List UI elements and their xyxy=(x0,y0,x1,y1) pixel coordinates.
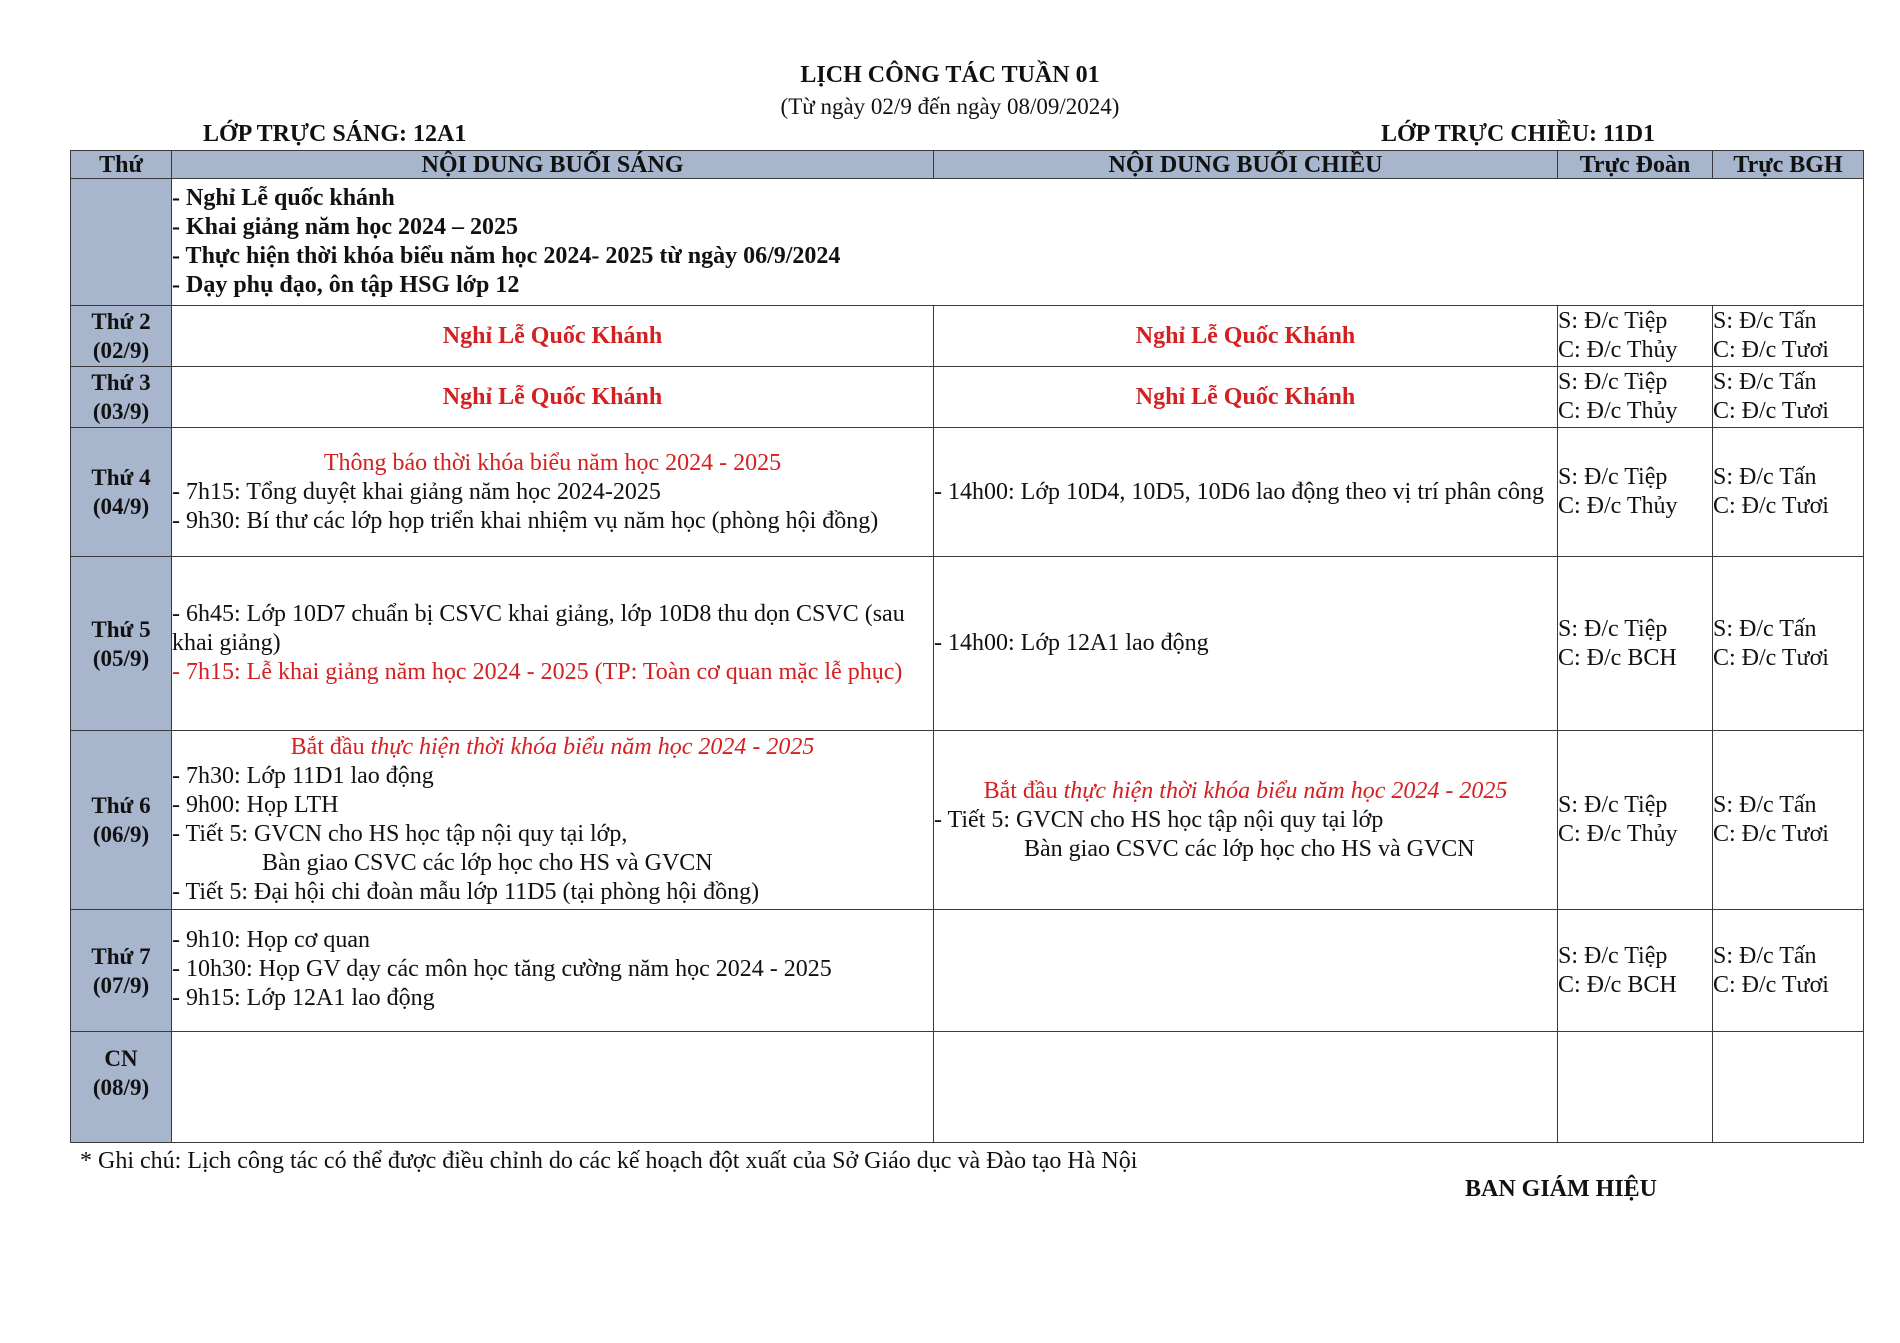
schedule-item: - 9h30: Bí thư các lớp họp triển khai nhiệm vụ năm học (phòng hội đồng) xyxy=(172,507,879,534)
schedule-item: - 7h30: Lớp 11D1 lao động xyxy=(172,763,434,789)
notice-prefix: Bắt đầu xyxy=(290,734,371,760)
bgh-duty-cell xyxy=(1713,428,1864,557)
bgh-duty-cell xyxy=(1713,731,1864,910)
day-cell xyxy=(71,1032,172,1143)
bgh-duty-cell xyxy=(1713,1032,1864,1143)
duty-morning: S: Đ/c Tấn xyxy=(1713,369,1817,395)
day-date: (08/9) xyxy=(92,1075,150,1100)
col-header-morning: NỘI DUNG BUỔI SÁNG xyxy=(172,151,934,179)
day-label: Thứ 7 xyxy=(91,943,151,969)
afternoon-cell xyxy=(934,557,1558,731)
bgh-duty-cell xyxy=(1713,557,1864,731)
footer-note: * Ghi chú: Lịch công tác có thể được điều chỉnh do các kế hoạch đột xuất của Sở Giáo dục và Đào tạo Hà Nội xyxy=(80,1148,1138,1174)
day-label: Thứ 2 xyxy=(91,309,151,334)
duty-morning: S: Đ/c Tấn xyxy=(1713,464,1817,490)
afternoon-cell: Nghỉ Lễ Quốc Khánh xyxy=(934,367,1558,428)
duty-afternoon: C: Đ/c Thủy xyxy=(1558,821,1678,847)
duty-morning: S: Đ/c Tấn xyxy=(1713,942,1817,969)
timetable-notice: Thông báo thời khóa biểu năm học 2024 - 2025 xyxy=(323,449,782,476)
week-notes-day-cell xyxy=(71,179,172,306)
schedule-item: - 9h15: Lớp 12A1 lao động xyxy=(172,985,435,1011)
day-cell xyxy=(71,557,172,731)
duty-afternoon: C: Đ/c Thủy xyxy=(1558,398,1678,424)
morning-cell xyxy=(172,1032,934,1143)
day-label: Thứ 4 xyxy=(91,465,151,490)
schedule-item: - 10h30: Họp GV dạy các môn học tăng cường năm học 2024 - 2025 xyxy=(172,956,832,982)
afternoon-cell xyxy=(934,731,1558,910)
day-cell xyxy=(71,306,172,367)
schedule-item: - Tiết 5: GVCN cho HS học tập nội quy tại lớp, xyxy=(172,821,628,847)
table-header-row xyxy=(71,151,1864,179)
doan-duty-cell xyxy=(1558,367,1713,428)
afternoon-cell xyxy=(934,428,1558,557)
schedule-item: - 7h15: Tổng duyệt khai giảng năm học 2024-2025 xyxy=(172,478,661,505)
col-header-doan-duty: Trực Đoàn xyxy=(1558,151,1713,179)
schedule-item: - 9h10: Họp cơ quan xyxy=(172,927,370,953)
opening-ceremony-item: - 7h15: Lễ khai giảng năm học 2024 - 2025 (TP: Toàn cơ quan mặc lễ phục) xyxy=(172,659,903,685)
doan-duty-cell xyxy=(1558,910,1713,1032)
afternoon-cell: Nghỉ Lễ Quốc Khánh xyxy=(934,306,1558,367)
bgh-duty-cell xyxy=(1713,367,1864,428)
doan-duty-cell xyxy=(1558,557,1713,731)
day-cell xyxy=(71,731,172,910)
schedule-item: - 6h45: Lớp 10D7 chuẩn bị CSVC khai giảng, lớp 10D8 thu dọn CSVC (sau khai giảng) xyxy=(172,601,905,656)
duty-afternoon: C: Đ/c Tươi xyxy=(1713,337,1829,363)
duty-morning: S: Đ/c Tiệp xyxy=(1558,615,1668,642)
bgh-duty-cell xyxy=(1713,910,1864,1032)
duty-morning: S: Đ/c Tiệp xyxy=(1558,464,1668,490)
duty-afternoon: C: Đ/c Thủy xyxy=(1558,337,1678,363)
notice-italic: thực hiện thời khóa biểu năm học 2024 - 2025 xyxy=(370,734,815,760)
schedule-item-continued: Bàn giao CSVC các lớp học cho HS và GVCN xyxy=(262,850,713,876)
doan-duty-cell xyxy=(1558,1032,1713,1143)
week-note: - Khai giảng năm học 2024 – 2025 xyxy=(172,214,519,240)
duty-morning: S: Đ/c Tấn xyxy=(1713,308,1817,334)
timetable-start-notice xyxy=(934,777,1557,806)
schedule-item: - Tiết 5: Đại hội chi đoàn mẫu lớp 11D5 (tại phòng hội đồng) xyxy=(172,879,760,905)
day-cell xyxy=(71,910,172,1032)
day-date: (03/9) xyxy=(92,399,150,424)
duty-morning: S: Đ/c Tiệp xyxy=(1558,308,1668,334)
doan-duty-cell xyxy=(1558,306,1713,367)
duty-afternoon: C: Đ/c Tươi xyxy=(1713,493,1829,519)
duty-morning: S: Đ/c Tiệp xyxy=(1558,942,1668,969)
doan-duty-cell xyxy=(1558,428,1713,557)
duty-morning: S: Đ/c Tiệp xyxy=(1558,792,1668,818)
schedule-item: - Tiết 5: GVCN cho HS học tập nội quy tại lớp xyxy=(934,806,1384,833)
day-label: Thứ 6 xyxy=(91,793,151,818)
schedule-item: - 14h00: Lớp 12A1 lao động xyxy=(934,630,1209,656)
table-row xyxy=(71,367,1864,428)
schedule-item: - 9h00: Họp LTH xyxy=(172,792,339,818)
day-label: CN xyxy=(104,1046,138,1071)
duty-afternoon: C: Đ/c Tươi xyxy=(1713,398,1829,424)
afternoon-cell xyxy=(934,910,1558,1032)
table-row xyxy=(71,1032,1864,1143)
afternoon-cell xyxy=(934,1032,1558,1143)
timetable-start-notice xyxy=(172,733,933,762)
notice-prefix: Bắt đầu xyxy=(983,777,1064,804)
duty-morning: S: Đ/c Tiệp xyxy=(1558,369,1668,395)
schedule-item-continued: Bàn giao CSVC các lớp học cho HS và GVCN xyxy=(1024,835,1475,862)
morning-cell: Nghỉ Lễ Quốc Khánh xyxy=(172,367,934,428)
morning-cell xyxy=(172,557,934,731)
morning-duty-class: LỚP TRỰC SÁNG: 12A1 xyxy=(203,121,467,147)
morning-cell xyxy=(172,731,934,910)
duty-afternoon: C: Đ/c BCH xyxy=(1558,971,1677,998)
week-note: - Nghỉ Lễ quốc khánh xyxy=(172,185,395,211)
document-title: LỊCH CÔNG TÁC TUẦN 01 xyxy=(800,62,1100,88)
bgh-duty-cell xyxy=(1713,306,1864,367)
week-notes-row xyxy=(71,179,1864,306)
morning-cell xyxy=(172,428,934,557)
day-cell xyxy=(71,428,172,557)
duty-afternoon: C: Đ/c Tươi xyxy=(1713,821,1829,847)
day-cell xyxy=(71,367,172,428)
duty-morning: S: Đ/c Tấn xyxy=(1713,615,1817,642)
day-date: (04/9) xyxy=(92,494,150,519)
morning-cell xyxy=(172,910,934,1032)
week-notes-cell xyxy=(172,179,1864,306)
signature-label: BAN GIÁM HIỆU xyxy=(1465,1176,1658,1202)
day-label: Thứ 5 xyxy=(91,616,151,642)
table-row xyxy=(71,910,1864,1032)
duty-afternoon: C: Đ/c Tươi xyxy=(1713,644,1829,671)
morning-cell: Nghỉ Lễ Quốc Khánh xyxy=(172,306,934,367)
schedule-item: - 14h00: Lớp 10D4, 10D5, 10D6 lao động theo vị trí phân công xyxy=(934,478,1544,505)
notice-italic: thực hiện thời khóa biểu năm học 2024 - 2025 xyxy=(1063,777,1508,804)
day-date: (05/9) xyxy=(92,645,150,671)
duty-morning: S: Đ/c Tấn xyxy=(1713,792,1817,818)
day-date: (06/9) xyxy=(92,822,150,847)
schedule-table xyxy=(70,150,1864,1143)
table-row xyxy=(71,306,1864,367)
week-note: - Dạy phụ đạo, ôn tập HSG lớp 12 xyxy=(172,272,520,298)
day-date: (02/9) xyxy=(92,338,150,363)
day-date: (07/9) xyxy=(92,972,150,998)
duty-afternoon: C: Đ/c BCH xyxy=(1558,644,1677,671)
col-header-day: Thứ xyxy=(71,151,172,179)
doan-duty-cell xyxy=(1558,731,1713,910)
col-header-afternoon: NỘI DUNG BUỔI CHIỀU xyxy=(934,151,1558,179)
table-row xyxy=(71,731,1864,910)
col-header-bgh-duty: Trực BGH xyxy=(1713,151,1864,179)
table-row xyxy=(71,428,1864,557)
duty-afternoon: C: Đ/c Tươi xyxy=(1713,971,1829,998)
duty-afternoon: C: Đ/c Thủy xyxy=(1558,493,1678,519)
week-note: - Thực hiện thời khóa biểu năm học 2024- 2025 từ ngày 06/9/2024 xyxy=(172,243,841,269)
table-row xyxy=(71,557,1864,731)
afternoon-duty-class: LỚP TRỰC CHIỀU: 11D1 xyxy=(1381,121,1656,147)
document-subtitle: (Từ ngày 02/9 đến ngày 08/09/2024) xyxy=(780,94,1120,119)
day-label: Thứ 3 xyxy=(91,370,151,395)
